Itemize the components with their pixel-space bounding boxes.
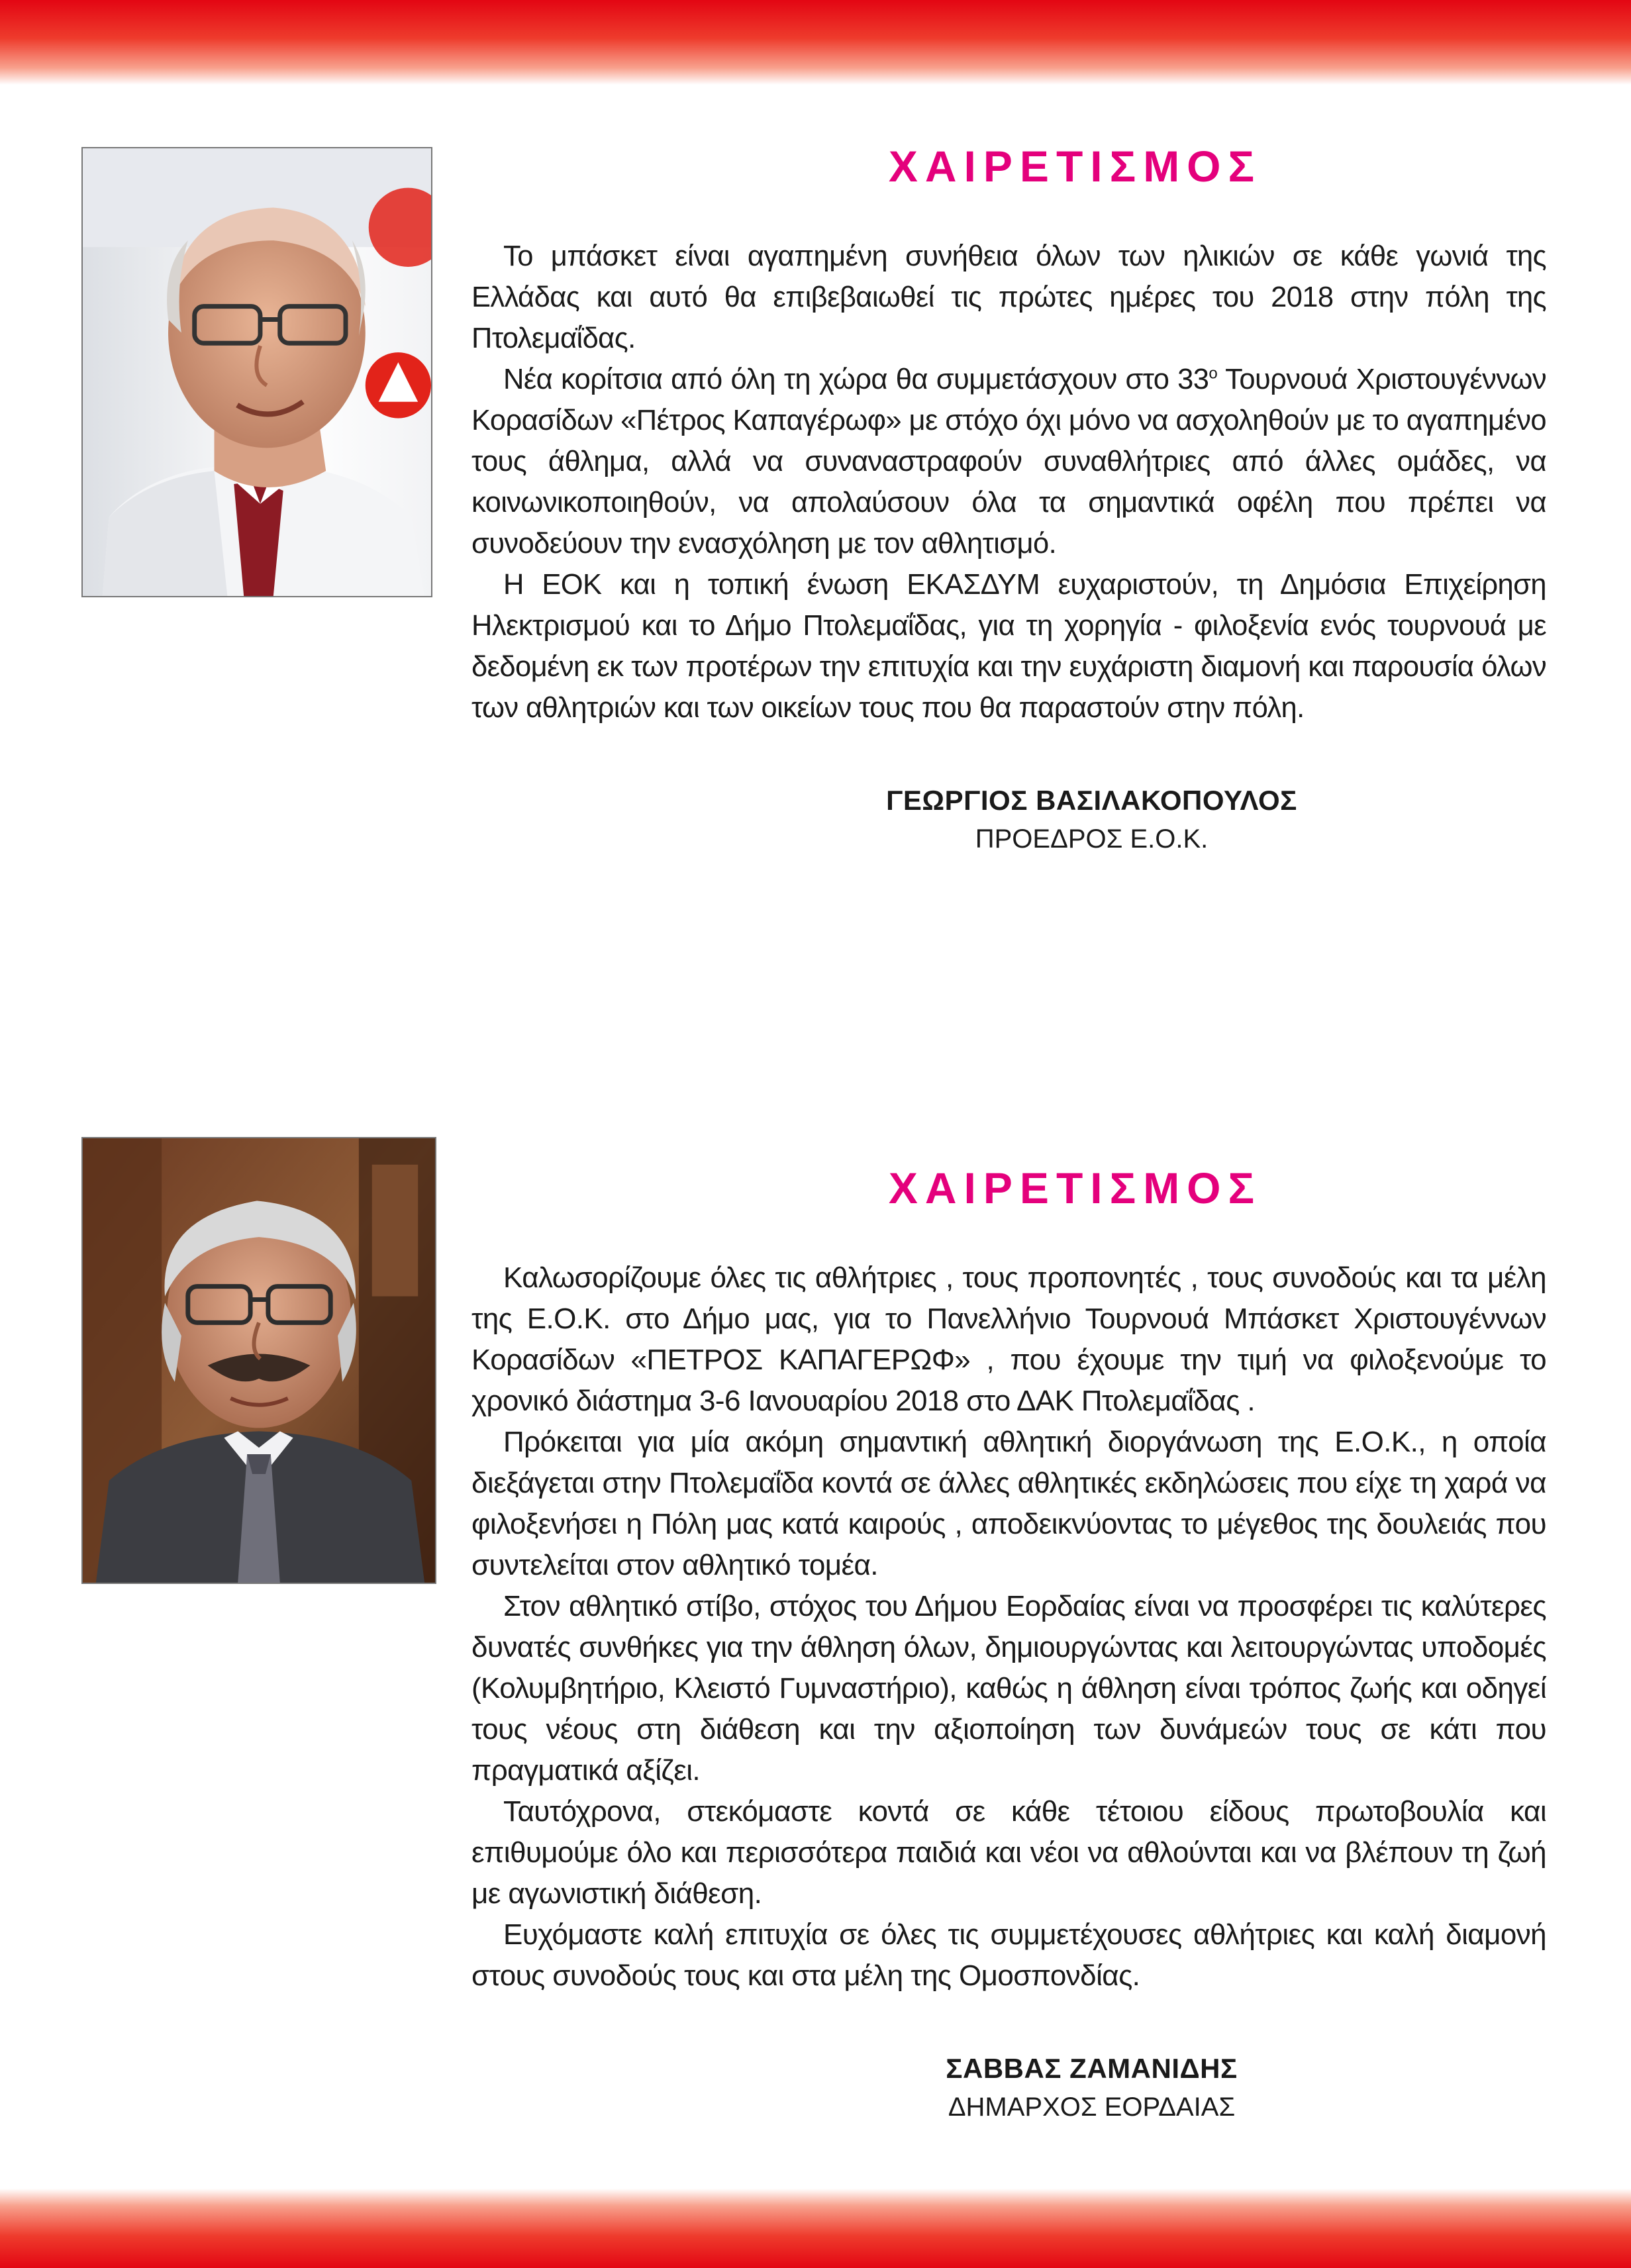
portrait-illustration <box>83 1138 435 1583</box>
portrait-illustration <box>83 148 431 596</box>
greeting-section-mayor <box>471 1164 1546 2126</box>
signature-block <box>471 2049 1546 2126</box>
paragraph: Πρόκειται για μία ακόμη σημαντική αθλητική διοργάνωση της Ε.Ο.Κ., η οποία διεξάγεται στην Πτολεμαΐδα κοντά σε άλλες αθλητικές εκδηλώσεις που είχε τη χαρά να φιλοξενήσει η Πόλη μας κατά καιρούς , αποδεικνύοντας το μέγεθος της δουλειάς που συντελείται στον αθλητικό τομέα. <box>471 1425 1546 1581</box>
paragraph: Στον αθλητικό στίβο, στόχος του Δήμου Εορδαίας είναι να προσφέρει τις καλύτερες δυνατές συνθήκες για την άθληση όλων, δημιουργώντας και λειτουργώντας υποδομές (Κολυμβητήριο, Κλειστό Γυμναστήριο), καθώς η άθληση είναι τρόπος ζωής και οδηγεί τους νέους στη διάθεση και την αξιοποίηση των δυνάμεών τους σε κάτι που πραγματικά αξίζει. <box>471 1589 1546 1787</box>
paragraph <box>471 359 1546 564</box>
paragraph: Ευχόμαστε καλή επιτυχία σε όλες τις συμμετέχουσες αθλήτριες και καλή διαμονή στους συνοδούς τους και στα μέλη της Ομοσπονδίας. <box>471 1918 1546 1992</box>
paragraph: Το μπάσκετ είναι αγαπημένη συνήθεια όλων των ηλικιών σε κάθε γωνιά της Ελλάδας και αυτό θα επιβεβαιωθεί τις πρώτες ημέρες του 2018 στην πόλη της Πτολεμαΐδας. <box>471 240 1546 354</box>
paragraph-text: Τουρνουά Χριστουγέννων Κορασίδων «Πέτρος Καπαγέρωφ» με στόχο όχι μόνο να ασχοληθούν με το αγαπημένο τους άθλημα, αλλά να συναναστραφούν συναθλήτριες από άλλες ομάδες, να κοινωνικοποιηθούν, να απολαύσουν όλα τα σημαντικά οφέλη που πρέπει να συνοδεύουν την ενασχόληση με τον αθλητισμό. <box>471 363 1546 560</box>
portrait-photo-president <box>81 147 432 597</box>
paragraph: Ταυτόχρονα, στεκόμαστε κοντά σε κάθε τέτοιου είδους πρωτοβουλία και επιθυμούμε όλο και περισσότερα παιδιά και νέοι να αθλούνται και να βλέπουν τη ζωή με αγωνιστική διάθεση. <box>471 1795 1546 1910</box>
signature-name: ΣΑΒΒΑΣ ΖΑΜΑΝΙΔΗΣ <box>946 2052 1238 2084</box>
signature-block <box>471 781 1546 858</box>
section-heading: ΧΑΙΡΕΤΙΣΜΟΣ <box>888 1163 1262 1212</box>
section-heading: ΧΑΙΡΕΤΙΣΜΟΣ <box>888 142 1262 191</box>
greeting-section-president <box>471 142 1546 858</box>
paragraph: Καλωσορίζουμε όλες τις αθλήτριες , τους προπονητές , τους συνοδούς και τα μέλη της Ε.Ο.Κ. στο Δήμο μας, για το Πανελλήνιο Τουρνουά Μπάσκετ Χριστουγέννων Κορασίδων «ΠΕΤΡΟΣ ΚΑΠΑΓΕΡΩΦ» , που έχουμε την τιμή να φιλοξενούμε το χρονικό διάστημα 3-6 Ιανουαρίου 2018 στο ΔΑΚ Πτολεμαΐδας . <box>471 1261 1546 1417</box>
bottom-red-band <box>0 2189 1631 2268</box>
signature-title: ΠΡΟΕΔΡΟΣ Ε.Ο.Κ. <box>975 824 1209 854</box>
portrait-photo-mayor <box>81 1137 436 1584</box>
signature-name: ΓΕΩΡΓΙΟΣ ΒΑΣΙΛΑΚΟΠΟΥΛΟΣ <box>886 784 1297 816</box>
signature-title: ΔΗΜΑΡΧΟΣ ΕΟΡΔΑΙΑΣ <box>948 2092 1236 2122</box>
ordinal-superscript: ο <box>1209 364 1218 383</box>
paragraph: Η ΕΟΚ και η τοπική ένωση ΕΚΑΣΔΥΜ ευχαριστούν, τη Δημόσια Επιχείρηση Ηλεκτρισμού και το Δήμο Πτολεμαΐδας, για τη χορηγία - φιλοξενία ενός τουρνουά με δεδομένη εκ των προτέρων την επιτυχία και την ευχάριστη διαμονή και παρουσία όλων των αθλητριών και των οικείων τους που θα παραστούν στην πόλη. <box>471 568 1546 724</box>
paragraph-text: Νέα κορίτσια από όλη τη χώρα θα συμμετάσχουν στο 33 <box>503 363 1209 395</box>
top-red-band <box>0 0 1631 85</box>
